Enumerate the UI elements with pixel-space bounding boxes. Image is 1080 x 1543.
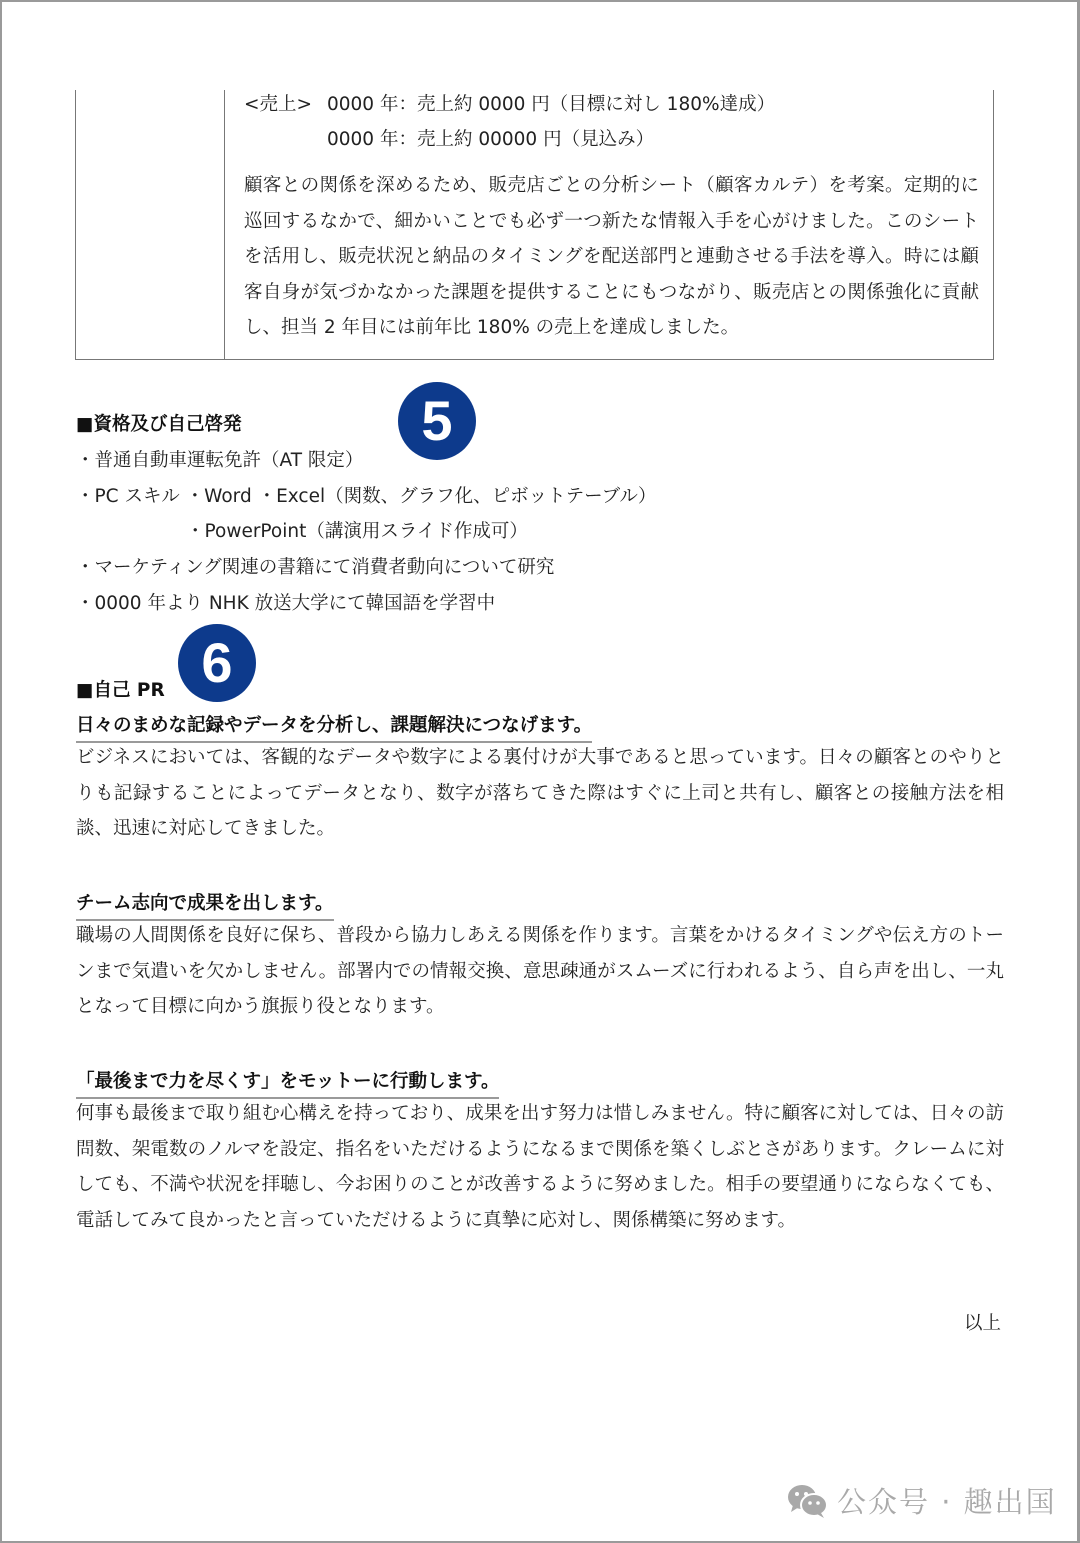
self-pr-heading: ■自己 PR (76, 680, 165, 701)
qualifications-heading: ■資格及び自己啓発 (76, 414, 242, 435)
sales-label: <売上> (244, 94, 313, 115)
watermark (787, 1480, 1057, 1521)
sales-row-1: 0000 年：売上約 0000 円（目標に対し 180%達成） (327, 94, 776, 115)
pr-section-body: ビジネスにおいては、客観的なデータや数字による裏付けが大事であると思っています。日々の顧客とのやりとりも記録することによってデータとなり、数字が落ちてきた際はすぐに上司と共有し、顧客との接触方法を相談、迅速に対応してきました。 (76, 747, 1004, 839)
qualification-item: ・0000 年より NHK 放送大学にて韓国語を学習中 (76, 593, 496, 614)
qualification-item: ・PowerPoint（講演用スライド作成可） (186, 521, 528, 542)
section-number-badge-5: 5 (398, 382, 476, 460)
wechat-icon (787, 1483, 829, 1519)
sales-row-2: 0000 年：売上約 00000 円（見込み） (327, 129, 655, 150)
career-table (75, 90, 994, 360)
career-description: 顧客との関係を深めるため、販売店ごとの分析シート（顧客カルテ）を考案。定期的に巡回するなかで、細かいことでも必ず一つ新たな情報入手を心がけました。このシートを活用し、販売状況と納品のタイミングを配送部門と連動させる手法を導入。時には顧客自身が気づかなかった課題を提供することにもつながり、販売店との関係強化に貢献し、担当 2 年目には前年比 180% の売上を達成しました。 (244, 175, 979, 338)
watermark-text: 公众号 · 趣出国 (837, 1485, 1057, 1519)
qualification-item: ・PC スキル ・Word ・Excel（関数、グラフ化、ピボットテーブル） (76, 486, 657, 507)
qualification-item: ・マーケティング関連の書籍にて消費者動向について研究 (76, 557, 555, 578)
pr-section-title: チーム志向で成果を出します。 (76, 889, 334, 921)
pr-section-body: 職場の人間関係を良好に保ち、普段から協力しあえる関係を作ります。言葉をかけるタイミングや伝え方のトーンまで気遣いを欠かしません。部署内での情報交換、意思疎通がスムーズに行われるよう、自ら声を出し、一丸となって目標に向かう旗振り役となります。 (76, 925, 1004, 1017)
pr-section-title: 「最後まで力を尽くす」をモットーに行動します。 (76, 1067, 499, 1099)
pr-section-title: 日々のまめな記録やデータを分析し、課題解決につなげます。 (76, 711, 592, 743)
table-column-divider (224, 90, 225, 359)
section-number-badge-6: 6 (178, 624, 256, 702)
pr-section-body: 何事も最後まで取り組む心構えを持っており、成果を出す努力は惜しみません。特に顧客に対しては、日々の訪問数、架電数のノルマを設定、指名をいただけるようになるまで関係を築くしぶとさがあります。クレームに対しても、不満や状況を拝聴し、今お困りのことが改善するように努めました。相手の要望通りにならなくても、電話してみて良かったと言っていただけるように真摯に応対し、関係構築に努めます。 (76, 1103, 1004, 1231)
qualification-item: ・普通自動車運転免許（AT 限定） (76, 450, 364, 471)
closing-mark: 以上 (964, 1313, 1002, 1334)
